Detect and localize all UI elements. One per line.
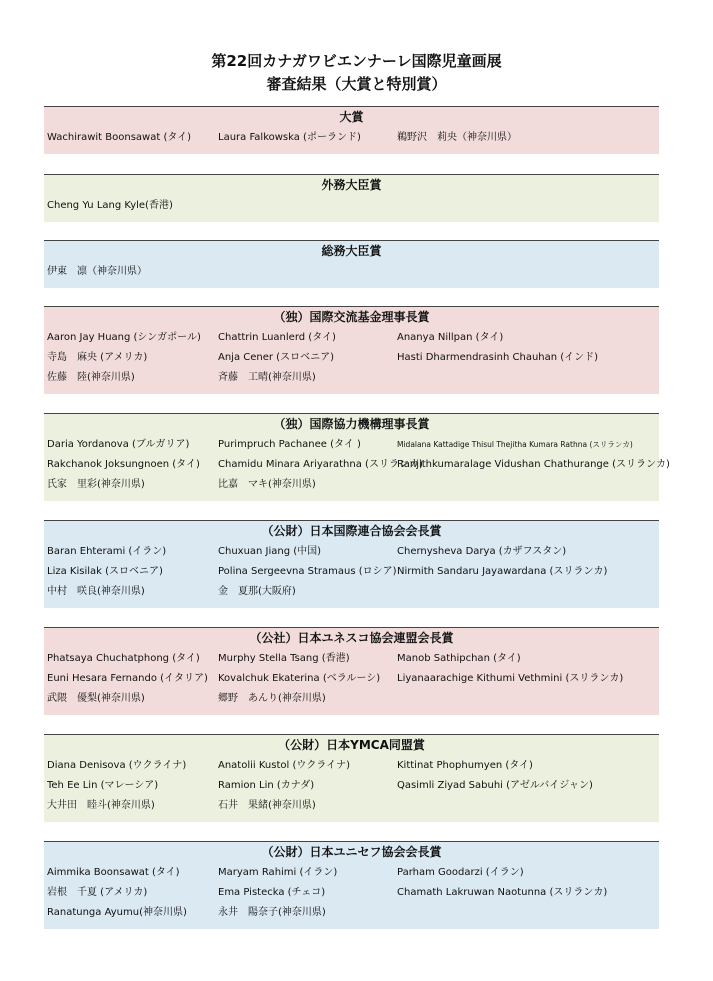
winner-name: Manob Sathipchan (タイ) xyxy=(397,653,521,664)
winner-name: Anatolii Kustol (ウクライナ) xyxy=(218,760,350,771)
winner-name: Baran Ehterami (イラン) xyxy=(47,546,167,557)
winner-name: Phatsaya Chuchatphong (タイ) xyxy=(47,653,200,664)
winner-row xyxy=(44,475,659,495)
winner-name: 伊東 凛（神奈川県） xyxy=(47,266,147,277)
winner-name: Anja Cener (スロベニア) xyxy=(218,352,334,363)
winner-name: Daria Yordanova (ブルガリア) xyxy=(47,439,190,450)
winner-name: Liza Kisilak (スロベニア) xyxy=(47,566,163,577)
winner-name: Polina Sergeevna Stramaus (ロシア) xyxy=(218,566,397,577)
winner-name: 寺島 麻央 (アメリカ) xyxy=(47,352,148,363)
winner-name: Teh Ee Lin (マレーシア) xyxy=(47,780,159,791)
winner-name: Wachirawit Boonsawat (タイ) xyxy=(47,132,192,143)
winner-name: Kittinat Phophumyen (タイ) xyxy=(397,760,533,771)
winner-row xyxy=(44,196,659,216)
award-title: （公社）日本ユネスコ協会連盟会長賞 xyxy=(249,631,454,645)
award-section xyxy=(44,174,659,222)
winner-name: Hasti Dharmendrasinh Chauhan (インド) xyxy=(397,352,599,363)
award-title: 総務大臣賞 xyxy=(321,244,382,258)
winner-name: Chuxuan Jiang (中国) xyxy=(218,546,322,557)
award-title: （独）国際交流基金理事長賞 xyxy=(273,310,430,324)
winner-row xyxy=(44,455,670,475)
winner-name: Ramion Lin (カナダ) xyxy=(218,780,315,791)
award-section xyxy=(44,106,659,154)
winner-row xyxy=(44,649,659,669)
winner-name: 岩根 千夏 (アメリカ) xyxy=(47,887,148,898)
winner-name: Aaron Jay Huang (シンガポール) xyxy=(47,332,201,343)
winner-row xyxy=(44,262,659,282)
winner-name: Murphy Stella Tsang (香港) xyxy=(218,653,350,664)
winner-name: Ema Pistecka (チェコ) xyxy=(218,887,326,898)
winner-name: Chernysheva Darya (カザフスタン) xyxy=(397,546,567,557)
winner-row xyxy=(44,689,659,709)
winner-name: 氏家 里彩(神奈川県) xyxy=(47,479,145,490)
winner-row xyxy=(44,542,659,562)
winner-name: Kovalchuk Ekaterina (ベラルーシ) xyxy=(218,673,381,684)
winner-row xyxy=(44,776,659,796)
winner-name: Liyanaarachige Kithumi Vethmini (スリランカ) xyxy=(397,673,624,684)
award-title: （公財）日本ユニセフ協会会長賞 xyxy=(261,845,442,859)
award-section xyxy=(44,306,659,394)
winner-row xyxy=(44,796,659,816)
winner-name: Ranatunga Ayumu(神奈川県) xyxy=(47,907,187,918)
winner-name: Chattrin Luanlerd (タイ) xyxy=(218,332,336,343)
winner-name: Parham Goodarzi (イラン) xyxy=(397,867,524,878)
award-section xyxy=(44,734,659,822)
title-line-1: 第22回カナガワビエンナーレ国際児童画展 xyxy=(211,52,502,70)
winner-row xyxy=(44,435,659,455)
winner-name: Laura Falkowska (ポーランド) xyxy=(218,132,361,143)
winner-name: Maryam Rahimi (イラン) xyxy=(218,867,338,878)
award-section xyxy=(44,520,659,608)
winner-row xyxy=(44,368,659,388)
document-title xyxy=(0,50,713,96)
winner-name: Diana Denisova (ウクライナ) xyxy=(47,760,187,771)
winner-name: 比嘉 マキ(神奈川県) xyxy=(218,479,316,490)
winner-name: Nirmith Sandaru Jayawardana (スリランカ) xyxy=(397,566,608,577)
winner-name: 永井 陽奈子(神奈川県) xyxy=(218,907,326,918)
winner-name: Cheng Yu Lang Kyle(香港) xyxy=(47,200,173,211)
winner-name: 大井田 睦斗(神奈川県) xyxy=(47,800,155,811)
title-line-2: 審査結果（大賞と特別賞） xyxy=(266,75,447,93)
winner-name: 武隈 優梨(神奈川県) xyxy=(47,693,145,704)
winner-name: Purimpruch Pachanee (タイ ) xyxy=(218,439,361,450)
winner-name: Midalana Kattadige Thisul Thejitha Kumara Rathna (スリランカ) xyxy=(397,440,633,449)
winner-row xyxy=(44,669,659,689)
award-section xyxy=(44,841,659,929)
winner-row xyxy=(44,562,659,582)
award-section xyxy=(44,627,659,715)
winner-name: Qasimli Ziyad Sabuhi (アゼルバイジャン) xyxy=(397,780,593,791)
winner-name: Ananya Nillpan (タイ) xyxy=(397,332,504,343)
award-section xyxy=(44,240,659,288)
winner-name: 郷野 あんり(神奈川県) xyxy=(218,693,326,704)
winner-name: Rakchanok Joksungnoen (タイ) xyxy=(47,459,200,470)
winner-row xyxy=(44,348,659,368)
winner-name: 中村 咲良(神奈川県) xyxy=(47,586,145,597)
winner-name: 金 夏那(大阪府) xyxy=(218,586,296,597)
winner-name: 石井 果緒(神奈川県) xyxy=(218,800,316,811)
winner-name: 斉藤 工晴(神奈川県) xyxy=(218,372,316,383)
award-title: （独）国際協力機構理事長賞 xyxy=(273,417,430,431)
winner-row xyxy=(44,863,659,883)
winner-row xyxy=(44,756,659,776)
winner-name: Aimmika Boonsawat (タイ) xyxy=(47,867,180,878)
winner-name: 佐藤 陸(神奈川県) xyxy=(47,372,135,383)
winner-row xyxy=(44,883,659,903)
winner-name: Ranjithkumaralage Vidushan Chathurange (スリランカ) xyxy=(397,459,670,470)
winner-row xyxy=(44,582,659,602)
winner-row xyxy=(44,328,659,348)
winner-name: 鵜野沢 莉央（神奈川県） xyxy=(397,132,517,143)
award-title: 大賞 xyxy=(339,110,364,124)
award-title: （公財）日本国際連合協会会長賞 xyxy=(261,524,442,538)
award-section xyxy=(44,413,670,501)
award-title: 外務大臣賞 xyxy=(321,178,382,192)
winner-name: Euni Hesara Fernando (イタリア) xyxy=(47,673,208,684)
winner-row xyxy=(44,903,659,923)
winner-name: Chamidu Minara Ariyarathna (スリランカ) xyxy=(218,459,423,470)
award-title: （公財）日本YMCA同盟賞 xyxy=(278,738,425,752)
winner-name: Chamath Lakruwan Naotunna (スリランカ) xyxy=(397,887,608,898)
winner-row xyxy=(44,128,659,148)
